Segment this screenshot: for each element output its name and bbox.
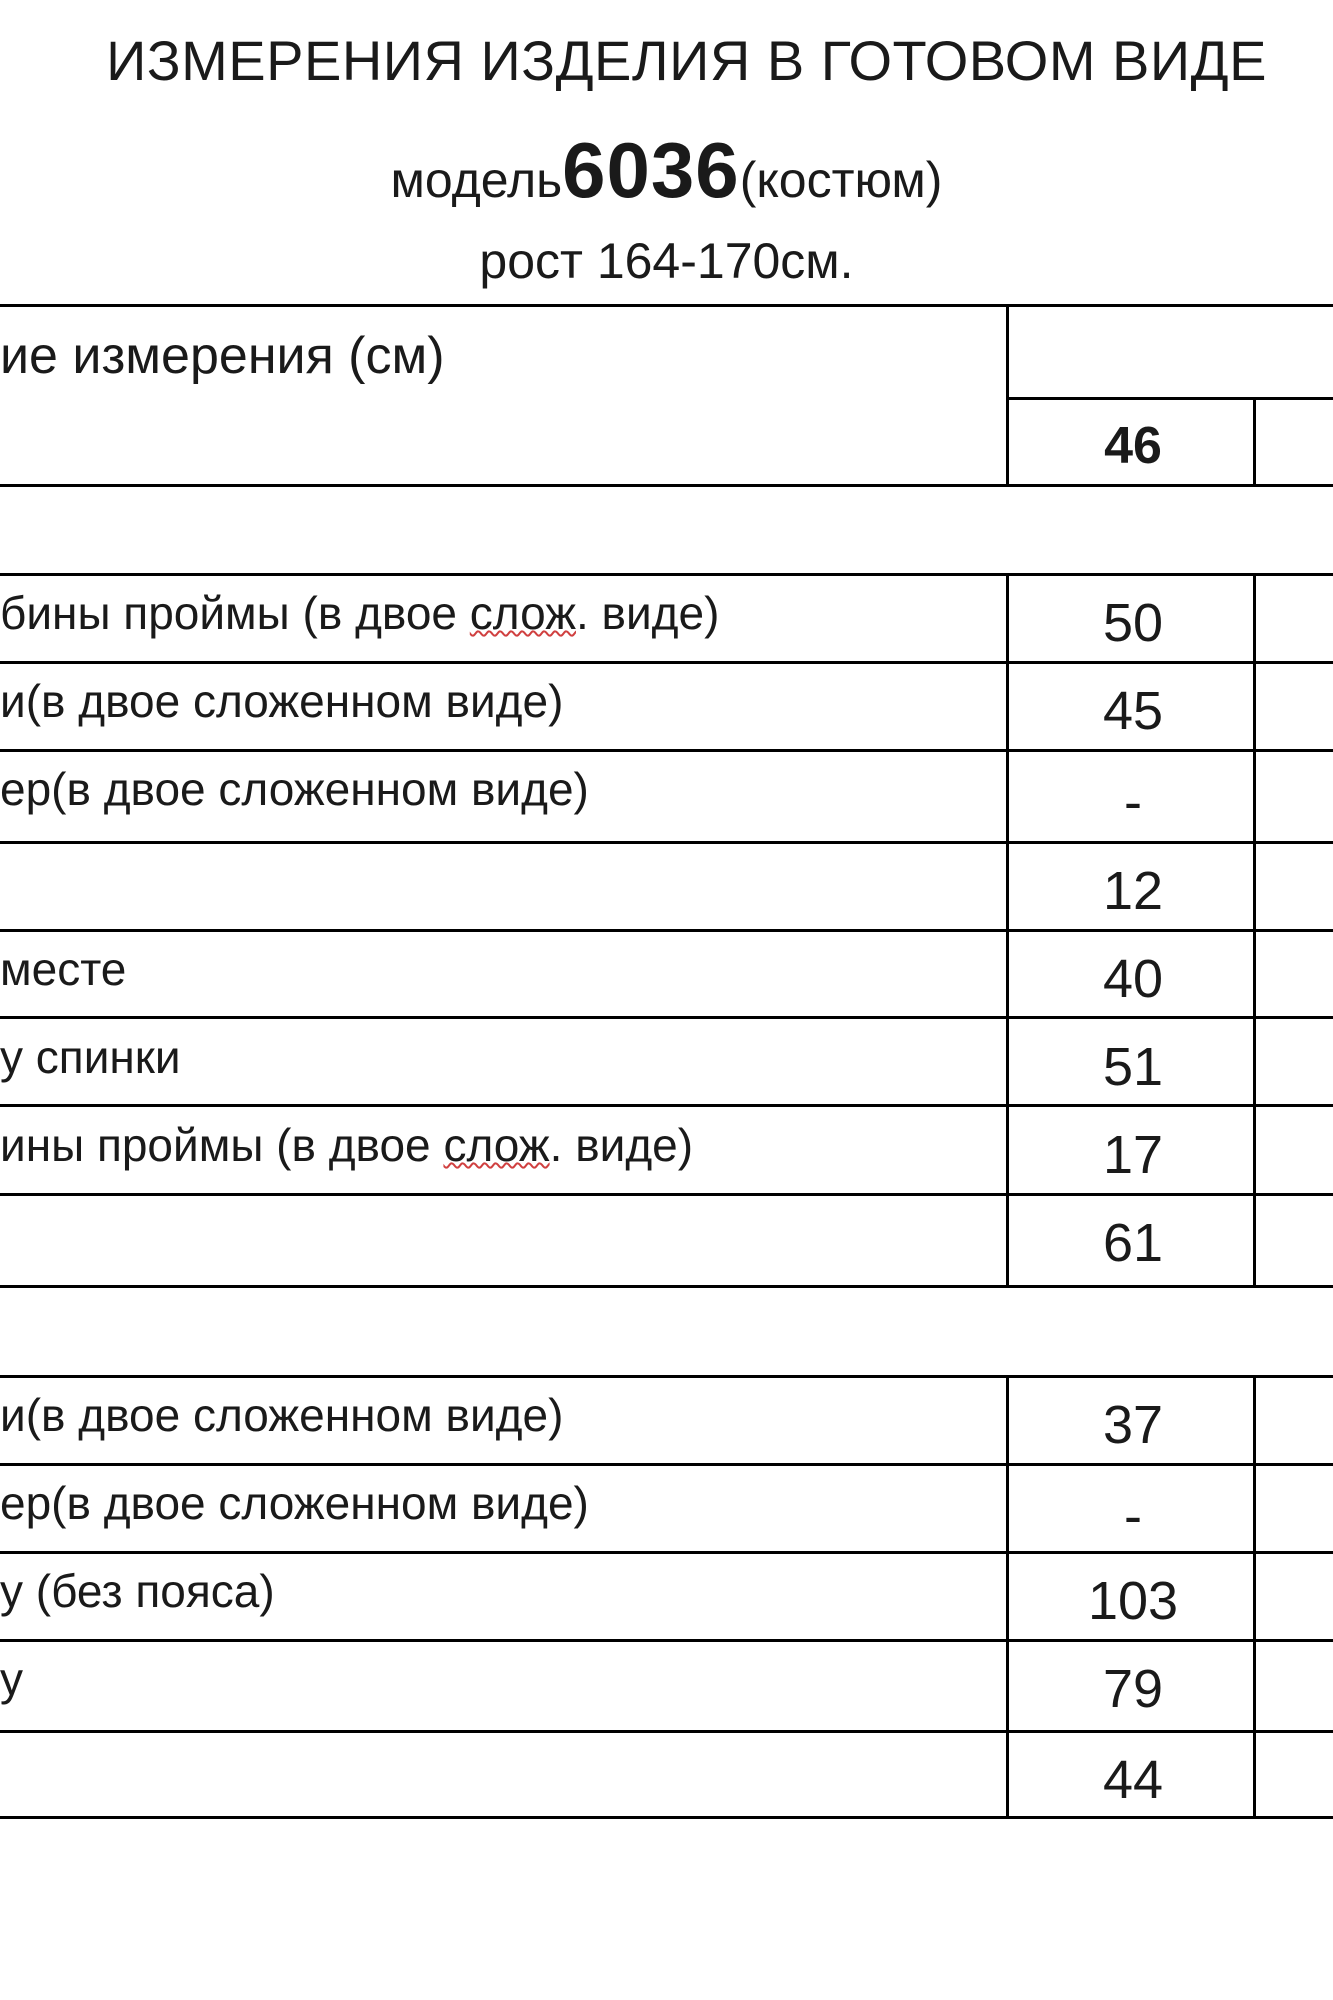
column-divider [1006, 1375, 1009, 1819]
size-header-46: 46 [1104, 417, 1162, 475]
measurement-label: ер(в двое сложенном виде) [0, 1477, 589, 1529]
row-divider [0, 1016, 1333, 1019]
column-divider [1006, 304, 1009, 487]
section2-top-border [0, 1375, 1333, 1378]
document-title: ИЗМЕРЕНИЯ ИЗДЕЛИЯ В ГОТОВОМ ВИДЕ [106, 29, 1267, 92]
measurement-label: и(в двое сложенном виде) [0, 675, 564, 727]
model-prefix: модель [390, 152, 563, 208]
measurement-value: 44 [1102, 1750, 1164, 1810]
table-top-border [0, 304, 1333, 307]
measurement-label: месте [0, 943, 127, 995]
row-divider [0, 841, 1333, 844]
measurement-value: 17 [1102, 1125, 1164, 1185]
measurement-value: - [1124, 772, 1142, 832]
model-line [0, 125, 1333, 216]
measurement-value: 103 [1087, 1571, 1179, 1631]
measurement-value: 61 [1102, 1213, 1164, 1273]
measurement-label: ер(в двое сложенном виде) [0, 763, 589, 815]
row-divider [0, 1104, 1333, 1107]
measurement-label: ины проймы (в двое слож. виде) [0, 1119, 694, 1171]
column-divider [1006, 573, 1009, 1288]
row-divider [0, 1193, 1333, 1196]
measurement-label: у (без пояса) [0, 1565, 275, 1617]
row-divider [0, 1551, 1333, 1554]
section1-bottom-border [0, 1285, 1333, 1288]
measurement-value: 37 [1102, 1395, 1164, 1455]
row-divider [0, 661, 1333, 664]
row-divider [0, 1730, 1333, 1733]
table-header-label: ие измерения (см) [0, 327, 445, 385]
header-bottom-border [0, 484, 1333, 487]
model-suffix: (костюм) [739, 152, 943, 208]
model-number: 6036 [562, 126, 740, 214]
table-bottom-border [0, 1816, 1333, 1819]
measurement-value: 45 [1102, 681, 1164, 741]
size-header-divider [1008, 397, 1333, 400]
measurement-value: 12 [1102, 861, 1164, 921]
measurement-label: у спинки [0, 1031, 181, 1083]
measurement-value: 40 [1102, 949, 1164, 1009]
measurement-label: у [0, 1653, 23, 1705]
measurement-label: бины проймы (в двое слож. виде) [0, 587, 720, 639]
row-divider [0, 749, 1333, 752]
measurement-value: - [1124, 1486, 1142, 1546]
measurement-value: 50 [1102, 593, 1164, 653]
row-divider [0, 1639, 1333, 1642]
row-divider [0, 929, 1333, 932]
measurement-label: и(в двое сложенном виде) [0, 1389, 564, 1441]
measurement-value: 79 [1102, 1659, 1164, 1719]
row-divider [0, 1463, 1333, 1466]
height-range: рост 164-170см. [479, 233, 854, 289]
measurement-value: 51 [1102, 1037, 1164, 1097]
section1-top-border [0, 573, 1333, 576]
